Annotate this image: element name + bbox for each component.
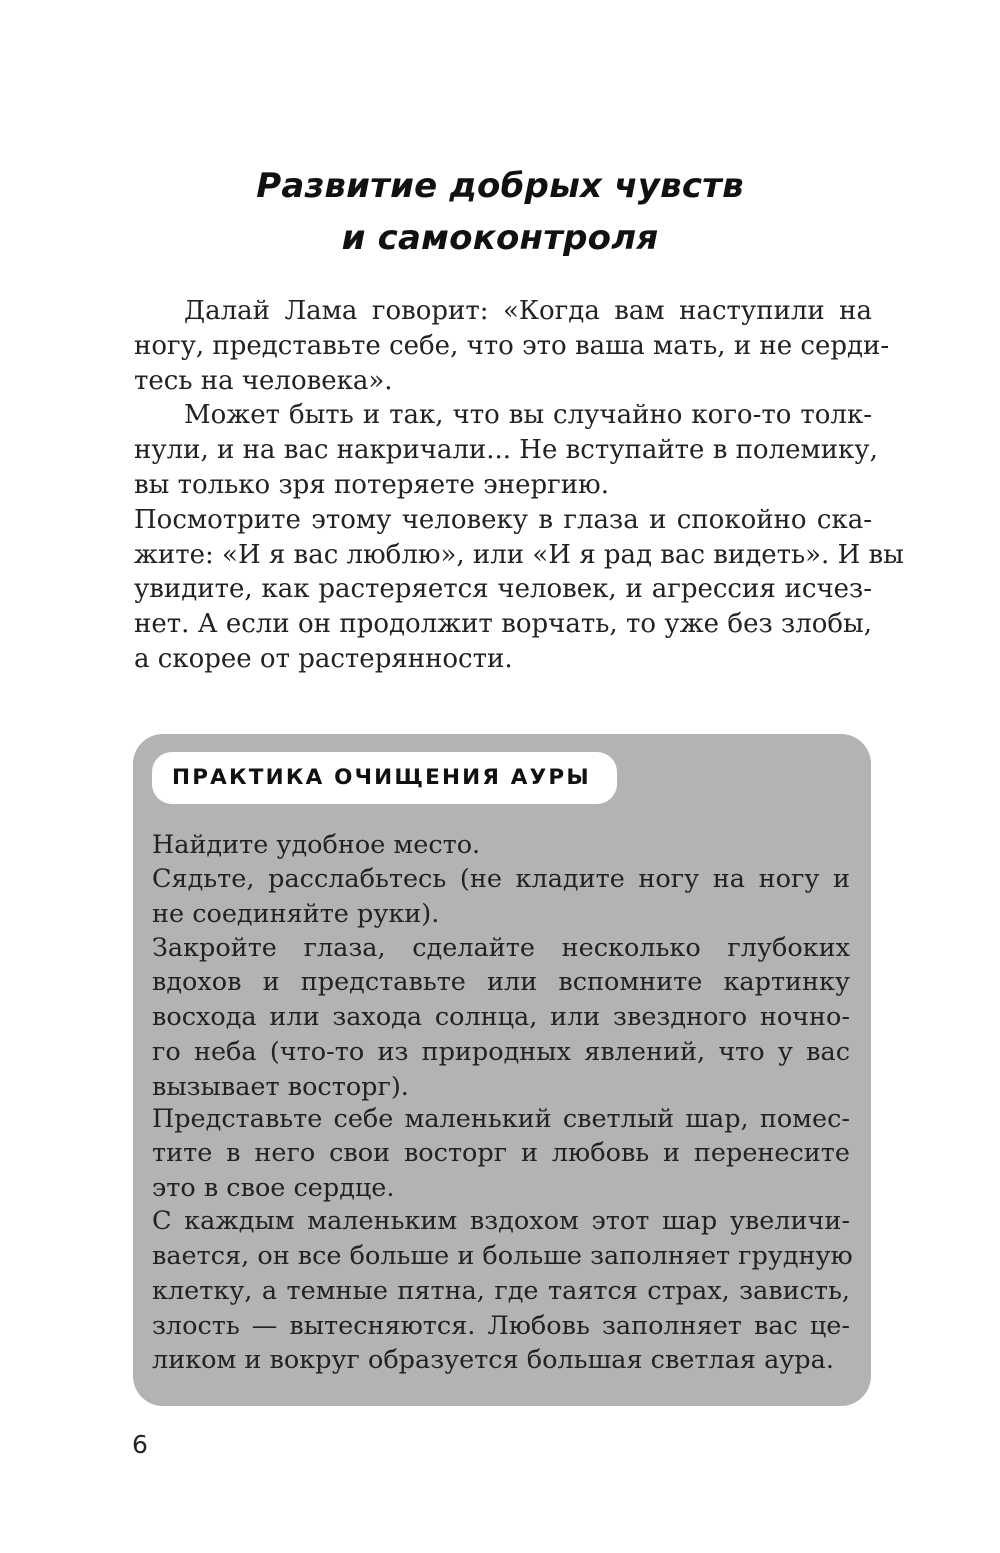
text-line: С каждым маленьким вздохом этот шар увеличи-: [152, 1206, 850, 1237]
practice-step-4: [152, 1102, 850, 1206]
text-line: Может быть и так, что вы случайно кого-то толк-: [184, 400, 872, 431]
text-line: жите: «И я вас люблю», или «И я рад вас видеть». И вы: [134, 539, 904, 570]
text-line: тите в него свои восторг и любовь и перенесите: [152, 1138, 850, 1169]
text-line: ногу, представьте себе, что это ваша мать, и не серди-: [134, 330, 890, 361]
text-line: вается, он все больше и больше заполняет грудную: [152, 1240, 853, 1271]
text-line: Закройте глаза, сделайте несколько глубоких: [152, 932, 850, 963]
text-line: клетку, а темные пятна, где таятся страх, зависть,: [152, 1275, 850, 1306]
text-line: нули, и на вас накричали... Не вступайте в полемику,: [134, 435, 878, 466]
text-line: злость — вытесняются. Любовь заполняет вас це-: [152, 1310, 850, 1341]
text-line: Представьте себе маленький светлый шар, помес-: [152, 1103, 850, 1134]
text-line: это в свое сердце.: [152, 1173, 395, 1204]
text-line: вдохов и представьте или вспомните картинку: [152, 967, 850, 998]
text-line: не соединяйте руки).: [152, 898, 440, 929]
practice-step-5: [152, 1204, 853, 1378]
text-line: го неба (что-то из природных явлений, что у вас: [152, 1036, 850, 1067]
paragraph-2: [134, 398, 878, 502]
text-line: нет. А если он продолжит ворчать, то уже без злобы,: [134, 609, 872, 640]
page-number: 6: [132, 1430, 148, 1459]
text-line: Сядьте, расслабьтесь (не кладите ногу на ногу и: [152, 864, 850, 895]
text-line: увидите, как растеряется человек, и агрессия исчез-: [134, 574, 872, 605]
text-line: вы только зря потеряете энергию.: [134, 469, 609, 500]
text-line: Посмотрите этому человеку в глаза и спокойно ска-: [134, 504, 872, 535]
practice-step-1: [152, 828, 850, 863]
practice-title: ПРАКТИКА ОЧИЩЕНИЯ АУРЫ: [152, 752, 617, 804]
practice-step-2: [152, 862, 850, 932]
text-line: ликом и вокруг образуется большая светлая аура.: [152, 1345, 834, 1376]
text-line: восхода или захода солнца, или звездного ночно-: [152, 1002, 850, 1033]
text-line: Далай Лама говорит: «Когда вам наступили на: [184, 296, 872, 326]
practice-step-3: [152, 931, 850, 1105]
text-line: тесь на человека».: [134, 365, 393, 396]
text-line: Найдите удобное место.: [152, 830, 481, 860]
paragraph-3: [134, 503, 904, 677]
text-line: вызывает восторг).: [152, 1071, 409, 1102]
text-line: а скорее от растерянности.: [134, 643, 513, 674]
section-title-line-1: Развитие добрых чувств: [256, 166, 744, 206]
section-title-line-2: и самоконтроля: [341, 218, 659, 258]
paragraph-1: [134, 294, 890, 398]
